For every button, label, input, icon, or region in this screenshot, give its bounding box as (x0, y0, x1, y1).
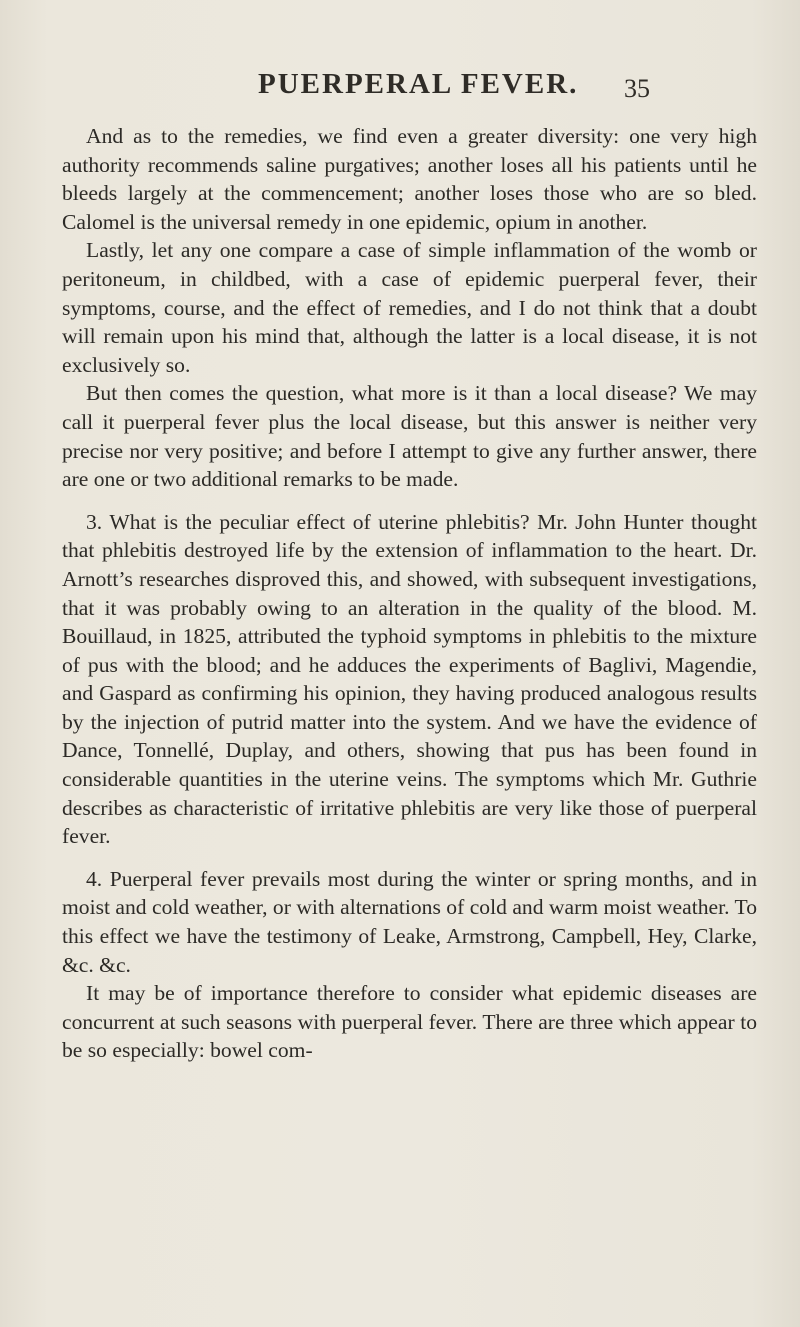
paragraph-epidemic-diseases: It may be of importance therefore to consider what epidemic diseases are concurrent at such seasons with puerperal fever. There are three which appear to be so especially: bowel com- (62, 981, 757, 1063)
paragraph-section-4: 4. Puerperal fever prevails most during the winter or spring months, and in moist and cold weather, or with alternations of cold and warm moist weather. To this effect we have the testimony of Leake, Armstrong, Campbell, Hey, Clarke, &c. &c. (62, 866, 757, 977)
running-head: PUERPERAL FEVER. (258, 68, 579, 100)
paragraph-lastly: Lastly, let any one compare a case of simple inflammation of the womb or peritoneum, in childbed, with a case of epidemic puerperal fever, their symptoms, course, and the effect of remedies, and I do not think that a doubt will remain upon his mind that, although the latter is a local disease, it is not exclusively so. (62, 238, 757, 377)
paragraph-section-3: 3. What is the peculiar effect of uterine phlebitis? Mr. John Hunter thought that phlebitis destroyed life by the extension of inflammation to the heart. Dr. Arnott’s researches disproved this, and showed, with subsequent investigations, that it was probably owing to an alteration in the quality of the blood. M. Bouillaud, in 1825, attributed the typhoid symptoms in phlebitis to the mixture of pus with the blood; and he adduces the experiments of Baglivi, Magendie, and Gaspard as confirming his opinion, they having produced analogous results by the injection of putrid matter into the system. And we have the evidence of Dance, Tonnellé, Duplay, and others, showing that pus has been found in considerable quantities in the uterine veins. The symptoms which Mr. Guthrie describes as characteristic of irritative phlebitis are very like those of puerperal fever. (62, 509, 757, 849)
paragraph-remedies: And as to the remedies, we find even a greater diversity: one very high authority recommends saline purgatives; another loses all his patients until he bleeds largely at the commencement; another loses those who are so bled. Calomel is the universal remedy in one epidemic, opium in another. (62, 124, 757, 234)
page-number: 35 (624, 74, 650, 103)
body-text (62, 122, 757, 1065)
page-header (0, 68, 800, 108)
paragraph-local-disease: But then comes the question, what more is it than a local disease? We may call it puerperal fever plus the local disease, but this answer is neither very precise nor very positive; and before I attempt to give any further answer, there are one or two additional remarks to be made. (62, 381, 757, 492)
